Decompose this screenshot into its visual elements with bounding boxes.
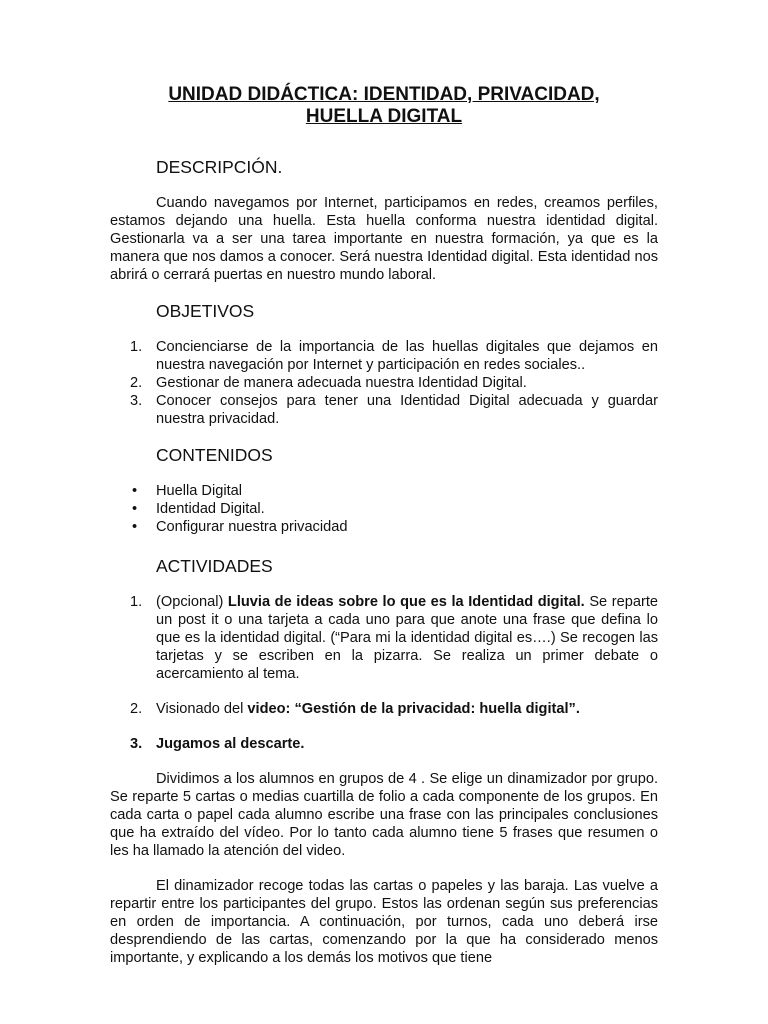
objetivos-list: [110, 338, 658, 428]
actividad-title: video: “Gestión de la privacidad: huella digital”.: [247, 701, 580, 717]
actividades-heading: ACTIVIDADES: [156, 556, 273, 576]
contenidos-heading: CONTENIDOS: [156, 445, 273, 465]
contenido-text: Huella Digital: [156, 483, 242, 499]
contenido-text: Configurar nuestra privacidad: [156, 519, 348, 535]
bullet-icon: •: [132, 501, 138, 517]
actividad-item: [110, 593, 658, 683]
actividad-text: Se reparte un post it o una tarjeta a cada uno para que anote una frase que defina lo que es la identidad digital. (“Para mi la identidad digital es….) Se recogen las tarjetas y se escriben en la pizarra. Se realiza un primer debate o acercamiento al tema.: [156, 594, 659, 682]
list-number: 2.: [130, 375, 143, 391]
actividad-paragraph-2: El dinamizador recoge todas las cartas o papeles y las baraja. Las vuelve a repartir entre los participantes del grupo. Estos las ordenan según sus preferencias en orden de importancia. A continuación, por turnos, cada uno deberá irse desprendiendo de las cartas, comenzando por la que ha considerado menos importante, y explicando a los demás los motivos que tiene: [110, 878, 658, 966]
actividad-item: [110, 735, 658, 753]
descripcion-heading: DESCRIPCIÓN.: [156, 157, 283, 177]
list-number: 2.: [130, 701, 143, 717]
objetivo-text: Concienciarse de la importancia de las huellas digitales que dejamos en nuestra navegación por Internet y participación en redes sociales..: [156, 339, 658, 373]
title-line-1: UNIDAD DIDÁCTICA: IDENTIDAD, PRIVACIDAD,: [168, 84, 600, 105]
contenido-item: [110, 482, 658, 500]
objetivo-text: Gestionar de manera adecuada nuestra Identidad Digital.: [156, 375, 527, 391]
objetivo-item: [110, 392, 658, 428]
document-title: [110, 84, 658, 128]
actividad-item: [110, 700, 658, 718]
contenido-item: [110, 500, 658, 518]
actividad-paragraph-1: Dividimos a los alumnos en grupos de 4 . Se elige un dinamizador por grupo. Se reparte 5 cartas o medias cuartilla de folio a cada componente de los grupos. En cada carta o papel cada alumno escribe una frase con las principales conclusiones que ha extraído del vídeo. Por lo tanto cada alumno tiene 5 frases que resumen o les ha llamado la atención del video.: [110, 771, 658, 859]
actividad-title: Lluvia de ideas sobre lo que es la Identidad digital.: [227, 594, 585, 610]
actividad-prefix: Visionado del: [156, 701, 248, 717]
list-number: 3.: [130, 393, 143, 409]
objetivo-text: Conocer consejos para tener una Identidad Digital adecuada y guardar nuestra privacidad.: [156, 393, 658, 427]
descripcion-paragraph: Cuando navegamos por Internet, participamos en redes, creamos perfiles, estamos dejando una huella. Esta huella conforma nuestra identidad digital. Gestionarla va a ser una tarea importante en nuestra formación, ya que es la manera que nos damos a conocer. Será nuestra Identidad digital. Esta identidad nos abrirá o cerrará puertas en nuestro mundo laboral.: [110, 195, 658, 283]
actividades-list: [110, 593, 658, 753]
title-line-2: HUELLA DIGITAL: [305, 106, 463, 127]
list-number: 3.: [130, 736, 143, 752]
objetivo-item: [110, 338, 658, 374]
actividad-title: Jugamos al descarte.: [156, 736, 305, 752]
objetivos-heading: OBJETIVOS: [156, 301, 255, 321]
bullet-icon: •: [132, 519, 138, 535]
bullet-icon: •: [132, 483, 138, 499]
contenido-text: Identidad Digital.: [156, 501, 265, 517]
objetivo-item: [110, 374, 658, 392]
list-number: 1.: [130, 594, 143, 610]
contenidos-list: [110, 482, 658, 536]
list-number: 1.: [130, 339, 143, 355]
actividad-prefix: (Opcional): [156, 594, 228, 610]
contenido-item: [110, 518, 658, 536]
